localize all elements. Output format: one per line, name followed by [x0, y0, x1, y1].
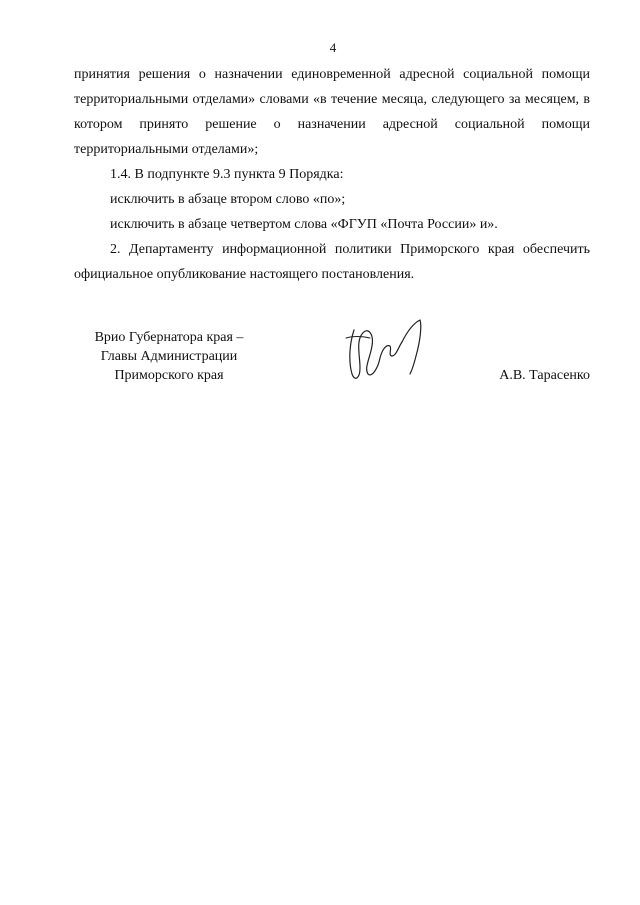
signatory-position-line: Врио Губернатора края – — [94, 330, 244, 345]
paragraph-continuation: принятия решения о назначении единовременной адресной социальной помощи территориальными отделами» словами «в течение месяца, следующего за месяцем, в котором принято решение о назначении адресной социальной помощи территориальными отделами»; — [74, 67, 590, 157]
paragraph-item-1-4: 1.4. В подпункте 9.3 пункта 9 Порядка: — [110, 167, 344, 182]
signatory-position-line: Главы Администрации — [100, 349, 238, 364]
paragraph-exclude-po: исключить в абзаце втором слово «по»; — [110, 192, 346, 207]
signatory-position — [74, 328, 264, 385]
signatory-name: А.В. Тарасенко — [499, 368, 590, 383]
paragraph-item-2: 2. Департаменту информационной политики Приморского края обеспечить официальное опубликование настоящего постановления. — [74, 242, 590, 282]
document-body — [74, 62, 590, 287]
paragraph-exclude-fgup: исключить в абзаце четвертом слова «ФГУП «Почта России» и». — [110, 217, 498, 232]
signature-block — [74, 328, 590, 398]
page-number: 4 — [329, 40, 337, 55]
handwritten-signature-icon — [342, 312, 432, 392]
signatory-position-line: Приморского края — [114, 368, 224, 383]
